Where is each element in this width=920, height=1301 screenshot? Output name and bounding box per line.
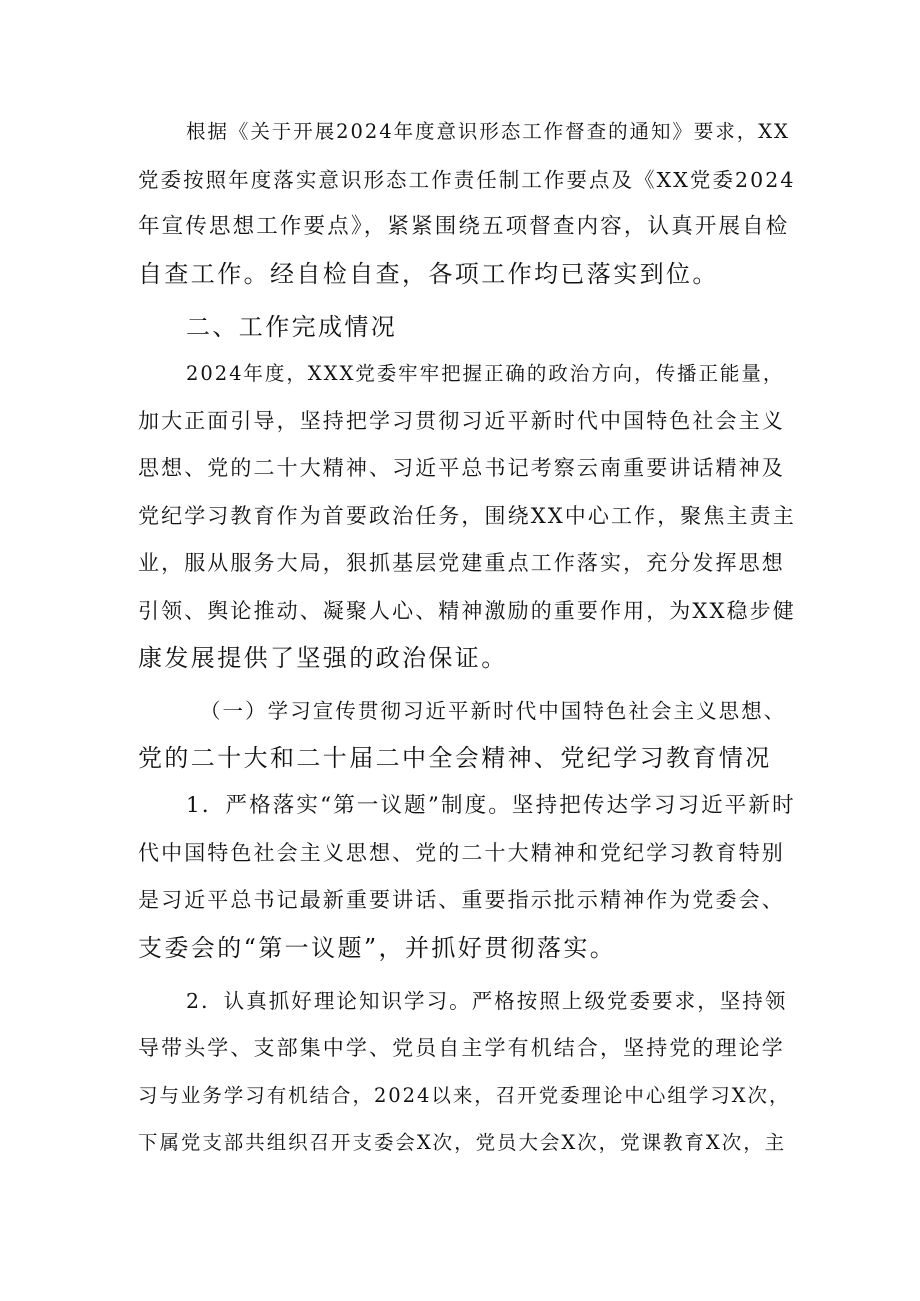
paragraph-intro-line-3: 年宣传思想工作要点》，紧紧围绕五项督查内容，认真开展自检 [138,214,790,239]
item-1-line-3: 是习近平总书记最新重要讲话、重要指示批示精神作为党委会、 [138,888,785,912]
paragraph-summary-line-2: 加大正面引导，坚持把学习贯彻习近平新时代中国特色社会主义 [138,409,785,433]
paragraph-summary-line-4: 党纪学习教育作为首要政治任务，围绕XX中心工作，聚焦主责主 [138,504,796,528]
paragraph-intro-line-4: 自查工作。经自检自查，各项工作均已落实到位。 [138,260,719,288]
paragraph-summary-line-5: 业，服从服务大局，狠抓基层党建重点工作落实，充分发挥思想 [138,551,785,575]
paragraph-summary-line-3: 思想、党的二十大精神、习近平总书记考察云南重要讲话精神及 [138,456,785,480]
subsection-heading-line-1: （一）学习宣传贯彻习近平新时代中国特色社会主义思想、 [200,699,787,723]
subsection-heading-line-2: 党的二十大和二十届二中全会精神、党纪学习教育情况 [138,744,772,772]
item-1-line-4: 支委会的“第一议题”，并抓好贯彻落实。 [138,934,617,962]
paragraph-intro-line-2: 党委按照年度落实意识形态工作责任制工作要点及《XX党委2024 [138,168,796,192]
paragraph-intro-line-1: 根据《关于开展2024年度意识形态工作督查的通知》要求，XX [186,120,790,143]
item-2-line-4: 下属党支部共组织召开支委会X次，党员大会X次，党课教育X次，主 [138,1131,787,1154]
section-heading: 二、工作完成情况 [186,313,398,341]
item-1-line-2: 代中国特色社会主义思想、党的二十大精神和党纪学习教育特别 [138,841,785,865]
item-2-line-1: 2．认真抓好理论知识学习。严格按照上级党委要求，坚持领 [186,989,788,1013]
item-1-line-1: 1．严格落实“第一议题”制度。坚持把传达学习习近平新时 [186,793,796,818]
item-2-line-2: 导带头学、支部集中学、党员自主学有机结合，坚持党的理论学 [138,1036,785,1060]
paragraph-summary-line-6: 引领、舆论推动、凝聚人心、精神激励的重要作用，为XX稳步健 [138,599,796,623]
paragraph-summary-line-1: 2024年度，XXX党委牢牢把握正确的政治方向，传播正能量， [186,362,785,385]
item-2-line-3: 习与业务学习有机结合，2024以来，召开党委理论中心组学习X次， [138,1084,791,1107]
paragraph-summary-line-7: 康发展提供了坚强的政治保证。 [138,644,508,672]
